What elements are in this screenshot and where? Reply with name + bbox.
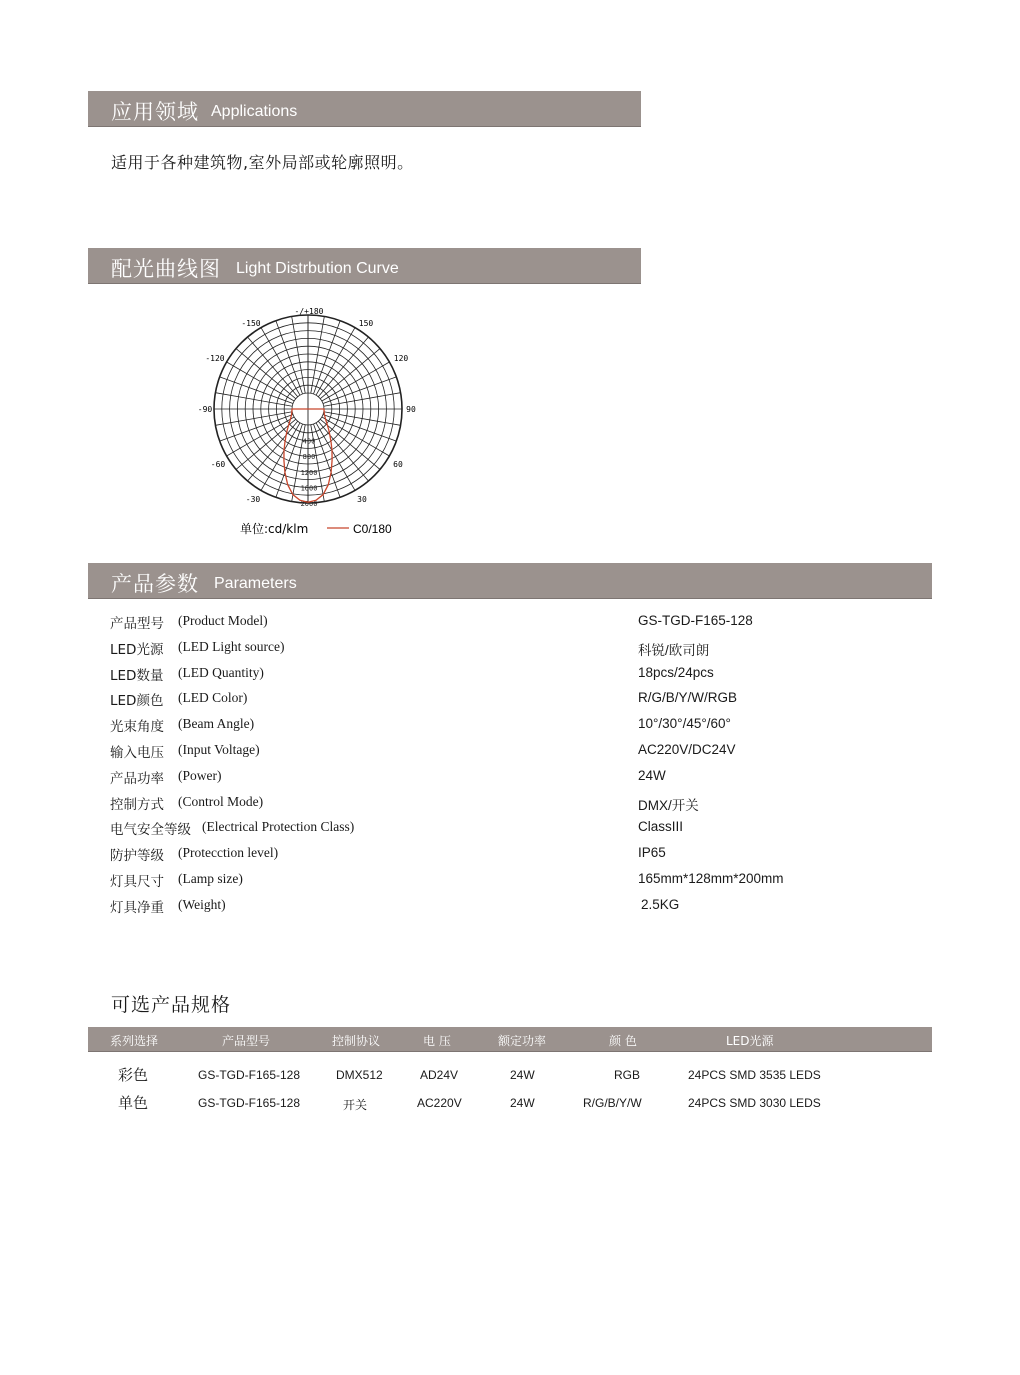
- param-name-en: (Input Voltage): [178, 741, 260, 757]
- angle-label-upper-left: -150: [241, 319, 261, 328]
- radial-tick-label: 400: [302, 437, 316, 446]
- section-title-en: Applications: [211, 103, 298, 120]
- parameter-row: [110, 765, 930, 791]
- parameter-row: [110, 894, 930, 920]
- angle-label-lower-left: -60: [210, 460, 226, 469]
- param-value: AC220V/DC24V: [638, 741, 736, 757]
- param-value: IP65: [638, 845, 666, 861]
- parameter-row: [110, 739, 930, 765]
- grid-spoke: [320, 419, 380, 469]
- param-name-zh: 产品型号: [110, 616, 164, 632]
- col-header: 额定功率: [498, 1034, 547, 1048]
- param-value: 24W: [638, 767, 666, 783]
- angle-label-bottom-left: -30: [245, 495, 261, 504]
- param-name-zh: 控制方式: [110, 796, 164, 813]
- section-header-light-curve: [88, 248, 641, 284]
- param-name-en: (Beam Angle): [178, 716, 255, 732]
- col-header: LED光源: [726, 1034, 774, 1048]
- angle-label-bottom-right: 30: [357, 495, 367, 504]
- cell-source: 24PCS SMD 3030 LEDS: [688, 1096, 821, 1110]
- param-name-zh: LED数量: [110, 667, 164, 684]
- section-header-parameters: [88, 563, 932, 599]
- col-header: 电 压: [423, 1034, 451, 1048]
- section-title-zh: 应用领域: [111, 100, 199, 124]
- param-name-zh: 防护等级: [110, 848, 164, 865]
- table-row: [88, 1063, 932, 1089]
- grid-spoke: [318, 337, 368, 397]
- param-name-en: (LED Color): [178, 690, 248, 706]
- options-table-header: [88, 1027, 932, 1052]
- parameter-row: [110, 662, 930, 688]
- param-name-zh: LED光源: [110, 641, 164, 658]
- param-value: R/G/B/Y/W/RGB: [638, 690, 738, 706]
- col-header: 产品型号: [222, 1034, 271, 1048]
- cell-model: GS-TGD-F165-128: [198, 1068, 301, 1082]
- grid-spoke: [248, 337, 298, 397]
- parameter-row: [110, 816, 930, 842]
- parameter-row: [110, 636, 930, 662]
- param-value: 2.5KG: [641, 896, 680, 912]
- angle-label-right: 90: [406, 405, 416, 414]
- param-name-en: (LED Light source): [178, 638, 285, 654]
- radial-tick-label: 800: [302, 453, 316, 462]
- param-name-zh: 产品功率: [110, 770, 164, 787]
- cell-voltage: AC220V: [417, 1096, 462, 1110]
- angle-label-upper-right: 150: [358, 319, 374, 328]
- angle-label-left: -90: [197, 405, 213, 414]
- param-name-en: (LED Quantity): [178, 664, 264, 680]
- radial-tick-label: 1600: [300, 484, 318, 493]
- cell-color: RGB: [614, 1068, 641, 1082]
- param-name-zh: 输入电压: [110, 744, 164, 761]
- param-value: ClassIII: [638, 819, 684, 835]
- param-name-en: (Electrical Protection Class): [202, 819, 355, 835]
- grid-spoke: [236, 419, 296, 469]
- param-name-zh: LED颜色: [110, 693, 164, 710]
- parameters-list: [110, 610, 930, 920]
- radial-tick-label: 1200: [300, 468, 318, 477]
- cell-power: 24W: [510, 1068, 535, 1082]
- param-value: GS-TGD-F165-128: [638, 613, 753, 628]
- options-title: 可选产品规格: [111, 994, 232, 1016]
- param-name-en: (Power): [178, 767, 222, 783]
- cell-color: R/G/B/Y/W: [583, 1096, 642, 1110]
- cell-voltage: AD24V: [420, 1068, 459, 1082]
- legend-label: C0/180: [353, 522, 392, 536]
- param-name-zh: 灯具尺寸: [110, 873, 164, 890]
- cell-series: 彩色: [118, 1066, 149, 1084]
- parameter-row: [110, 791, 930, 817]
- angle-label-mid-upper-left: -120: [205, 354, 225, 363]
- param-value: 10°/30°/45°/60°: [638, 716, 731, 732]
- param-name-zh: 光束角度: [110, 719, 164, 736]
- section-header-applications: [88, 91, 641, 127]
- param-value: DMX/开关: [638, 797, 699, 813]
- param-value: 18pcs/24pcs: [638, 664, 714, 680]
- parameter-row: [110, 868, 930, 894]
- unit-label: 单位:cd/klm: [240, 522, 309, 536]
- cell-series: 单色: [118, 1094, 149, 1112]
- col-header: 控制协议: [332, 1034, 381, 1048]
- section-title-en: Light Distrbution Curve: [236, 260, 399, 277]
- col-header: 系列选择: [110, 1034, 159, 1048]
- parameter-row: [110, 687, 930, 713]
- param-name-zh: 电气安全等级: [110, 822, 191, 839]
- cell-source: 24PCS SMD 3535 LEDS: [688, 1068, 821, 1082]
- grid-spoke: [236, 349, 296, 399]
- parameter-row: [110, 713, 930, 739]
- cell-protocol: DMX512: [336, 1068, 383, 1082]
- grid-spoke: [318, 421, 368, 481]
- param-name-en: (Lamp size): [178, 870, 243, 886]
- grid-spoke: [320, 349, 380, 399]
- section-title-zh: 配光曲线图: [111, 257, 221, 281]
- polar-chart: [190, 298, 430, 548]
- param-name-en: (Weight): [178, 896, 226, 912]
- angle-label-mid-upper-right: 120: [393, 354, 409, 363]
- cell-protocol: 开关: [343, 1098, 368, 1112]
- table-row: [88, 1091, 932, 1117]
- grid-spoke: [248, 421, 298, 481]
- angle-label-top: -/+180: [294, 307, 324, 316]
- parameter-row: [110, 842, 930, 868]
- section-title-en: Parameters: [214, 575, 297, 592]
- col-header: 颜 色: [609, 1034, 637, 1048]
- param-value: 科锐/欧司朗: [638, 642, 710, 658]
- cell-model: GS-TGD-F165-128: [198, 1096, 301, 1110]
- param-value: 165mm*128mm*200mm: [638, 870, 784, 886]
- parameter-row: [110, 610, 930, 636]
- applications-text: 适用于各种建筑物,室外局部或轮廓照明。: [111, 153, 414, 172]
- param-name-en: (Protecction level): [178, 845, 279, 861]
- angle-label-lower-right: 60: [393, 460, 403, 469]
- param-name-en: (Control Mode): [178, 793, 264, 809]
- radial-tick-label: 2000: [300, 500, 318, 508]
- cell-power: 24W: [510, 1096, 535, 1110]
- param-name-en: (Product Model): [178, 613, 268, 628]
- param-name-zh: 灯具净重: [110, 899, 164, 916]
- section-title-zh: 产品参数: [111, 572, 199, 596]
